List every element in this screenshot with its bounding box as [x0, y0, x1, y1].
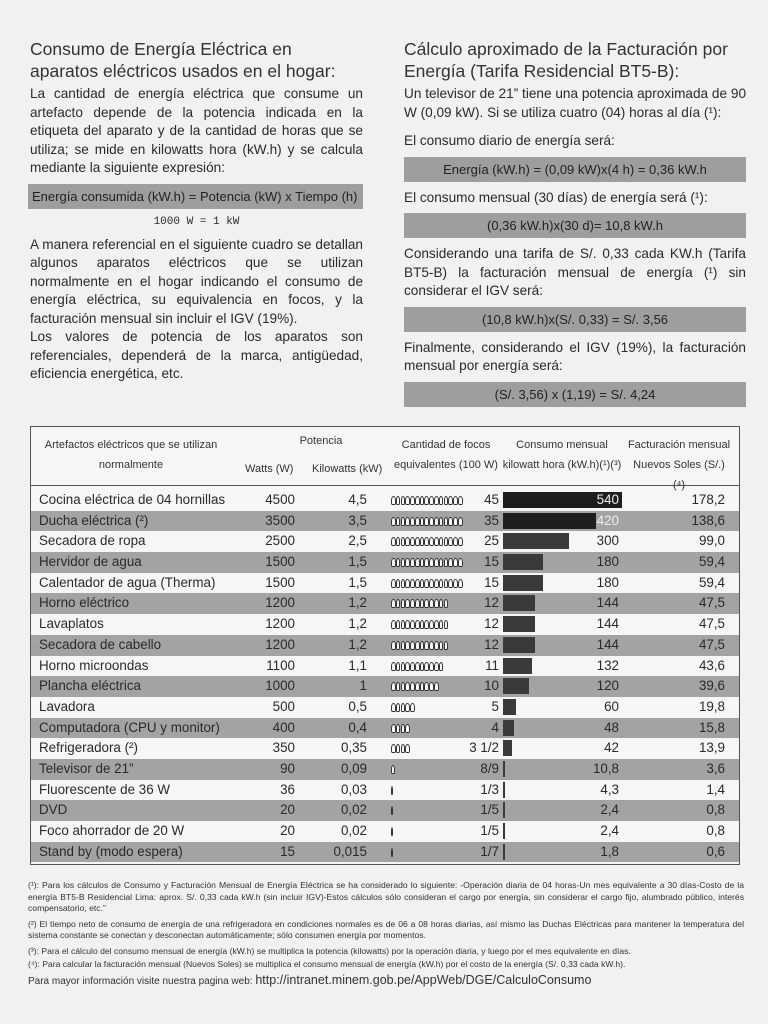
- appliance-name: Fluorescente de 36 W: [39, 781, 170, 797]
- bulb-count: 15: [484, 574, 499, 590]
- bulb-icons: [391, 511, 463, 531]
- bulb-icon: [410, 703, 415, 712]
- bulb-icon: [391, 662, 396, 671]
- consumption-bar: [503, 595, 535, 611]
- daily-consumption-label: El consumo diario de energía será:: [404, 133, 615, 148]
- bulb-icon: [434, 599, 439, 608]
- power-watts: 90: [280, 760, 295, 776]
- bulb-count: 25: [484, 533, 499, 549]
- billing-value: 47,5: [698, 595, 725, 611]
- consumption-bar: [503, 720, 514, 736]
- bulb-count: 12: [484, 616, 499, 632]
- bulb-icon: [396, 620, 401, 629]
- bulb-icon: [434, 517, 439, 526]
- consumption-value: 540: [596, 492, 619, 507]
- power-watts: 20: [280, 802, 295, 818]
- bulb-icon: [434, 558, 439, 567]
- bulb-icon: [391, 848, 393, 857]
- header-watts: Watts (W): [245, 463, 294, 475]
- tariff-paragraph: Considerando una tarifa de S/. 0,33 cada KW.h (Tarifa BT5-B) la facturación mensual de energía (¹) sin considerar el IGV será:: [404, 246, 746, 298]
- bulb-icon: [396, 517, 401, 526]
- billing-value: 59,4: [698, 574, 725, 590]
- power-kilowatts: 1,5: [348, 554, 367, 570]
- bulb-icon: [444, 641, 449, 650]
- footnote-2: (²) El tiempo neto de consumo de energía de una refrigeradora en condiciones normales es de 06 a 08 horas diarias, así mismo las Duchas Eléctricas para mantener la temperatura del sistema constante se conectan y desconectan automáticamente; sólo consumen energía por momentos.: [28, 918, 744, 940]
- power-kilowatts: 1,2: [348, 616, 367, 632]
- power-kilowatts: 1,1: [348, 657, 367, 673]
- bulb-icons: [391, 718, 410, 738]
- power-kilowatts: 1,5: [348, 574, 367, 590]
- appliance-table: [30, 426, 740, 865]
- table-row: [31, 718, 739, 739]
- power-watts: 500: [272, 698, 295, 714]
- consumption-value: 42: [604, 740, 619, 756]
- table-row: [31, 593, 739, 614]
- billing-value: 13,9: [698, 740, 725, 756]
- consumption-value: 10,8: [592, 760, 619, 776]
- table-row: [31, 635, 739, 656]
- power-kilowatts: 3,5: [348, 512, 367, 528]
- power-watts: 1500: [265, 554, 295, 570]
- bulb-count: 4: [491, 719, 499, 735]
- bulb-icon: [391, 724, 396, 733]
- power-watts: 4500: [265, 492, 295, 507]
- bulb-icon: [405, 744, 410, 753]
- appliance-name: Ducha eléctrica (²): [39, 512, 149, 528]
- power-kilowatts: 0,03: [340, 781, 367, 797]
- billing-value: 3,6: [706, 760, 725, 776]
- power-kilowatts: 1: [359, 678, 367, 694]
- billing-value: 47,5: [698, 636, 725, 652]
- table-row: [31, 780, 739, 801]
- consumption-value: 180: [596, 554, 619, 570]
- power-watts: 1200: [265, 616, 295, 632]
- power-kilowatts: 0,02: [340, 802, 367, 818]
- bulb-icons: [391, 759, 395, 779]
- bulb-icon: [391, 765, 395, 774]
- table-row: [31, 573, 739, 594]
- header-kilowatts: Kilowatts (kW): [312, 463, 383, 475]
- table-row: [31, 511, 739, 532]
- bulb-icon: [396, 744, 401, 753]
- bulb-icon: [415, 537, 420, 546]
- appliance-name: Refrigeradora (²): [39, 740, 138, 756]
- bulb-icons: [391, 697, 415, 717]
- bulb-icon: [434, 662, 439, 671]
- bulb-count: 1/5: [480, 802, 499, 818]
- bulb-icon: [439, 496, 444, 505]
- power-kilowatts: 0,5: [348, 698, 367, 714]
- table-row: [31, 738, 739, 759]
- bulb-icon: [396, 682, 401, 691]
- bulb-count: 1/7: [480, 843, 499, 859]
- table-row: [31, 821, 739, 842]
- bulb-count: 12: [484, 595, 499, 611]
- reference-paragraph: A manera referencial en el siguiente cuadro se detallan algunos aparatos eléctricos que se utilizan normalmente en el hogar indicando el consumo de energía eléctrica, su equivalencia en focos, y la facturación mensual sin incluir el IGV (19%).: [30, 236, 363, 326]
- bulb-icon: [415, 517, 420, 526]
- consumption-value: 60: [604, 698, 619, 714]
- consumption-bar: [503, 782, 505, 798]
- appliance-name: Stand by (modo espera): [39, 843, 183, 859]
- billing-value: 0,6: [706, 843, 725, 859]
- consumption-bar: [503, 823, 505, 839]
- consumption-bar: [503, 761, 505, 777]
- consumption-bar: [503, 575, 543, 591]
- power-watts: 1200: [265, 595, 295, 611]
- footnotes: [28, 880, 744, 991]
- bulb-icon: [396, 641, 401, 650]
- appliance-name: Plancha eléctrica: [39, 678, 141, 694]
- appliance-name: Secadora de cabello: [39, 636, 162, 652]
- intro-paragraph: La cantidad de energía eléctrica que consume un artefacto depende de la potencia indicada en la etiqueta del aparato y de la cantidad de horas que se utiliza; se mide en kilowatts hora (kW.h) y se calcula mediante la siguiente expresión:: [30, 86, 363, 175]
- formula-box: Energía consumida (kW.h) = Potencia (kW) x Tiempo (h): [28, 184, 363, 209]
- consumption-bar: [503, 740, 512, 756]
- consumption-bar: [503, 699, 516, 715]
- left-column: [30, 38, 363, 384]
- appliance-name: Foco ahorrador de 20 W: [39, 823, 185, 838]
- daily-energy-box: Energía (kW.h) = (0,09 kW)x(4 h) = 0,36 kW.h: [404, 157, 746, 182]
- bulb-icons: [391, 656, 444, 676]
- billing-value: 15,8: [698, 719, 725, 735]
- consumption-bar: [503, 637, 535, 653]
- bulb-icons: [391, 531, 463, 551]
- bulb-icon: [434, 496, 439, 505]
- power-kilowatts: 0,4: [348, 719, 367, 735]
- consumption-value: 132: [596, 657, 619, 673]
- consumption-bar: [503, 554, 543, 570]
- consumption-value: 144: [596, 616, 619, 632]
- power-watts: 15: [280, 843, 295, 859]
- more-info: [28, 972, 744, 988]
- bulb-icons: [391, 842, 393, 862]
- billing-value: 99,0: [698, 533, 725, 549]
- bulb-icons: [391, 593, 448, 613]
- bulb-icon: [434, 682, 439, 691]
- appliance-name: Horno microondas: [39, 657, 149, 673]
- bulb-icon: [439, 579, 444, 588]
- consumption-bar: [503, 658, 532, 674]
- bulb-icon: [396, 558, 401, 567]
- bulb-count: 5: [491, 698, 499, 714]
- consumption-bar: [503, 844, 505, 860]
- bulb-icon: [439, 641, 444, 650]
- billing-value: 39,6: [698, 678, 725, 694]
- bulb-icon: [396, 579, 401, 588]
- power-kilowatts: 4,5: [348, 492, 367, 507]
- right-title: Cálculo aproximado de la Facturación por Energía (Tarifa Residencial BT5-B):: [404, 39, 728, 81]
- power-watts: 3500: [265, 512, 295, 528]
- bulb-icon: [391, 744, 396, 753]
- power-watts: 1500: [265, 574, 295, 590]
- igv-paragraph: Finalmente, considerando el IGV (19%), la facturación mensual por energía será:: [404, 339, 746, 373]
- header-power: Potencia: [299, 435, 343, 447]
- power-watts: 350: [272, 740, 295, 756]
- bulb-icon: [391, 641, 396, 650]
- bulb-icons: [391, 738, 410, 758]
- consumption-value: 48: [604, 719, 619, 735]
- footnote-1: (¹): Para los cálculos de Consumo y Facturación Mensual de Energía Eléctrica se ha considerado lo siguiente: -Operación diaria de 04 horas-Un mes equivalente a 30 días-Costo de la energía BT5-B Residencial Lima: aprox. S/. 0,33 cada kW.h (sin incluir IGV)-Estos cálculos sólo consideran el cargo por energía, sin considerar el cargo fijo, alumbrado público, interés compensatorio, etc.”: [28, 880, 744, 913]
- power-watts: 2500: [265, 533, 295, 549]
- billing-value: 19,8: [698, 698, 725, 714]
- table-row: [31, 800, 739, 821]
- bulb-icon: [391, 537, 396, 546]
- bulb-count: 1/3: [480, 781, 499, 797]
- bulb-icon: [439, 620, 444, 629]
- bulb-count: 12: [484, 636, 499, 652]
- table-row: [31, 614, 739, 635]
- bulb-icons: [391, 821, 393, 841]
- appliance-name: Computadora (CPU y monitor): [39, 719, 220, 735]
- conversion-note: 1000 W = 1 kW: [153, 215, 240, 228]
- bulb-icon: [396, 703, 401, 712]
- bulb-icon: [391, 682, 396, 691]
- power-kilowatts: 0,35: [340, 740, 367, 756]
- bulb-icon: [434, 620, 439, 629]
- bulb-icon: [391, 517, 396, 526]
- bulb-icon: [444, 599, 449, 608]
- header-bulbs: Cantidad de focos equivalentes (100 W): [394, 439, 498, 471]
- consumption-value: 1,8: [600, 843, 619, 859]
- tv-example-paragraph: Un televisor de 21” tiene una potencia aproximada de 90 W (0,09 kW). Si se utiliza cuatro (04) horas al día (¹):: [404, 86, 746, 120]
- right-column: [404, 38, 746, 414]
- power-kilowatts: 0,015: [333, 843, 367, 859]
- consumption-value: 420: [596, 512, 619, 528]
- bulb-icons: [391, 490, 463, 510]
- table-header: [31, 427, 739, 491]
- power-watts: 1100: [266, 657, 295, 673]
- bulb-icon: [434, 641, 439, 650]
- bulb-icon: [439, 558, 444, 567]
- header-billing: Facturación mensual Nuevos Soles (S/.) (⁴): [627, 439, 731, 491]
- table-row: [31, 842, 739, 863]
- consumption-value: 120: [596, 678, 619, 694]
- table-row: [31, 490, 739, 511]
- billing-value: 43,6: [698, 657, 725, 673]
- bulb-icon: [415, 620, 420, 629]
- appliance-name: Calentador de agua (Therma): [39, 574, 216, 590]
- header-appliances: Artefactos eléctricos que se utilizan normalmente: [44, 439, 218, 471]
- bulb-icon: [415, 496, 420, 505]
- bulb-icon: [391, 496, 396, 505]
- bulb-icon: [391, 703, 396, 712]
- appliance-name: Televisor de 21”: [39, 760, 134, 776]
- bulb-icon: [415, 641, 420, 650]
- power-kilowatts: 0,02: [340, 823, 367, 838]
- power-kilowatts: 0,09: [340, 760, 367, 776]
- billing-value: 178,2: [691, 492, 725, 507]
- power-kilowatts: 1,2: [348, 595, 367, 611]
- bulb-count: 45: [484, 492, 499, 507]
- more-info-label: Para mayor información visite nuestra pagina web:: [28, 975, 253, 987]
- left-title: Consumo de Energía Eléctrica en aparatos eléctricos usados en el hogar:: [30, 39, 336, 81]
- power-watts: 1200: [265, 636, 295, 652]
- power-kilowatts: 1,2: [348, 636, 367, 652]
- bulb-icon: [439, 517, 444, 526]
- monthly-consumption-label: El consumo mensual (30 días) de energía será (¹):: [404, 189, 708, 205]
- header-consumption: Consumo mensual kilowatt hora (kW.h)(¹)(³): [502, 439, 622, 471]
- bulb-icons: [391, 780, 393, 800]
- bulb-icon: [396, 599, 401, 608]
- bulb-icon: [405, 724, 410, 733]
- appliance-name: DVD: [39, 802, 68, 818]
- bulb-icons: [391, 676, 439, 696]
- appliance-name: Lavadora: [39, 698, 95, 714]
- bulb-icon: [396, 662, 401, 671]
- bulb-icon: [391, 786, 393, 795]
- billing-value: 59,4: [698, 554, 725, 570]
- table-row: [31, 676, 739, 697]
- bulb-icon: [396, 537, 401, 546]
- bulb-icon: [444, 620, 449, 629]
- bulb-icons: [391, 800, 393, 820]
- billing-value: 1,4: [706, 781, 725, 797]
- consumption-bar: [503, 802, 505, 818]
- bulb-count: 3 1/2: [469, 740, 499, 756]
- consumption-bar: [503, 678, 529, 694]
- table-row: [31, 531, 739, 552]
- consumption-value: 2,4: [600, 823, 619, 838]
- bulb-icon: [396, 496, 401, 505]
- power-watts: 20: [280, 823, 295, 838]
- appliance-name: Lavaplatos: [39, 616, 104, 632]
- bulb-icon: [439, 537, 444, 546]
- bulb-icon: [415, 662, 420, 671]
- consumption-bar: [503, 616, 535, 632]
- bulb-icons: [391, 573, 463, 593]
- table-body: [31, 486, 739, 864]
- bulb-icon: [396, 724, 401, 733]
- website-link[interactable]: http://intranet.minem.gob.pe/AppWeb/DGE/CalculoConsumo: [255, 972, 592, 987]
- bulb-icons: [391, 552, 463, 572]
- power-watts: 36: [280, 781, 295, 797]
- bulb-count: 10: [484, 678, 499, 694]
- power-watts: 400: [272, 719, 295, 735]
- table-row: [31, 697, 739, 718]
- disclaimer-paragraph: Los valores de potencia de los aparatos son referenciales, dependerá de la marca, antigüedad, eficiencia energética, etc.: [30, 329, 363, 381]
- monthly-energy-box: (0,36 kW.h)x(30 d)= 10,8 kW.h: [404, 213, 746, 238]
- billing-value: 138,6: [691, 512, 725, 528]
- bulb-icon: [434, 579, 439, 588]
- billing-value: 47,5: [698, 616, 725, 632]
- bulb-icon: [415, 579, 420, 588]
- appliance-name: Horno eléctrico: [39, 595, 130, 611]
- consumption-value: 2,4: [600, 802, 619, 818]
- bulb-icon: [415, 599, 420, 608]
- table-row: [31, 656, 739, 677]
- bulb-count: 8/9: [480, 760, 499, 776]
- bulb-icon: [391, 599, 396, 608]
- footnote-4: (⁴): Para calcular la facturación mensual (Nuevos Soles) se multiplica el consumo mensual de energía (kW.h) por el costo de la energía (S/. 0,33 cada kW.h).: [28, 959, 626, 969]
- bulb-icon: [391, 620, 396, 629]
- bulb-icon: [434, 537, 439, 546]
- consumption-value: 144: [596, 636, 619, 652]
- bulb-icon: [391, 827, 393, 836]
- bulb-icon: [439, 662, 444, 671]
- total-billing-box: (S/. 3,56) x (1,19) = S/. 4,24: [404, 382, 746, 407]
- consumption-value: 4,3: [600, 781, 619, 797]
- table-row: [31, 552, 739, 573]
- bulb-icons: [391, 614, 448, 634]
- bulb-count: 11: [485, 657, 499, 673]
- bulb-icons: [391, 635, 448, 655]
- appliance-name: Cocina eléctrica de 04 hornillas: [39, 492, 226, 507]
- consumption-value: 180: [596, 574, 619, 590]
- bulb-icon: [415, 682, 420, 691]
- bulb-count: 1/5: [480, 823, 499, 838]
- table-row: [31, 759, 739, 780]
- footnote-3: (³): Para el cálculo del consumo mensual de energía (kW.h) se multiplica la potencia (kilowatts) por la operación diaria, y luego por el mes equivalente en días.: [28, 945, 631, 956]
- bulb-icon: [391, 579, 396, 588]
- bulb-icon: [439, 599, 444, 608]
- power-watts: 1000: [265, 678, 295, 694]
- bulb-icon: [415, 558, 420, 567]
- appliance-name: Secadora de ropa: [39, 533, 146, 549]
- monthly-billing-box: (10,8 kW.h)x(S/. 0,33) = S/. 3,56: [404, 307, 746, 332]
- bulb-count: 35: [484, 512, 499, 528]
- bulb-count: 15: [484, 554, 499, 570]
- bulb-icon: [391, 806, 393, 815]
- billing-value: 0,8: [706, 823, 725, 838]
- appliance-name: Hervidor de agua: [39, 554, 142, 570]
- power-kilowatts: 2,5: [348, 533, 367, 549]
- billing-value: 0,8: [706, 802, 725, 818]
- consumption-value: 144: [596, 595, 619, 611]
- consumption-value: 300: [596, 533, 619, 549]
- bulb-icon: [391, 558, 396, 567]
